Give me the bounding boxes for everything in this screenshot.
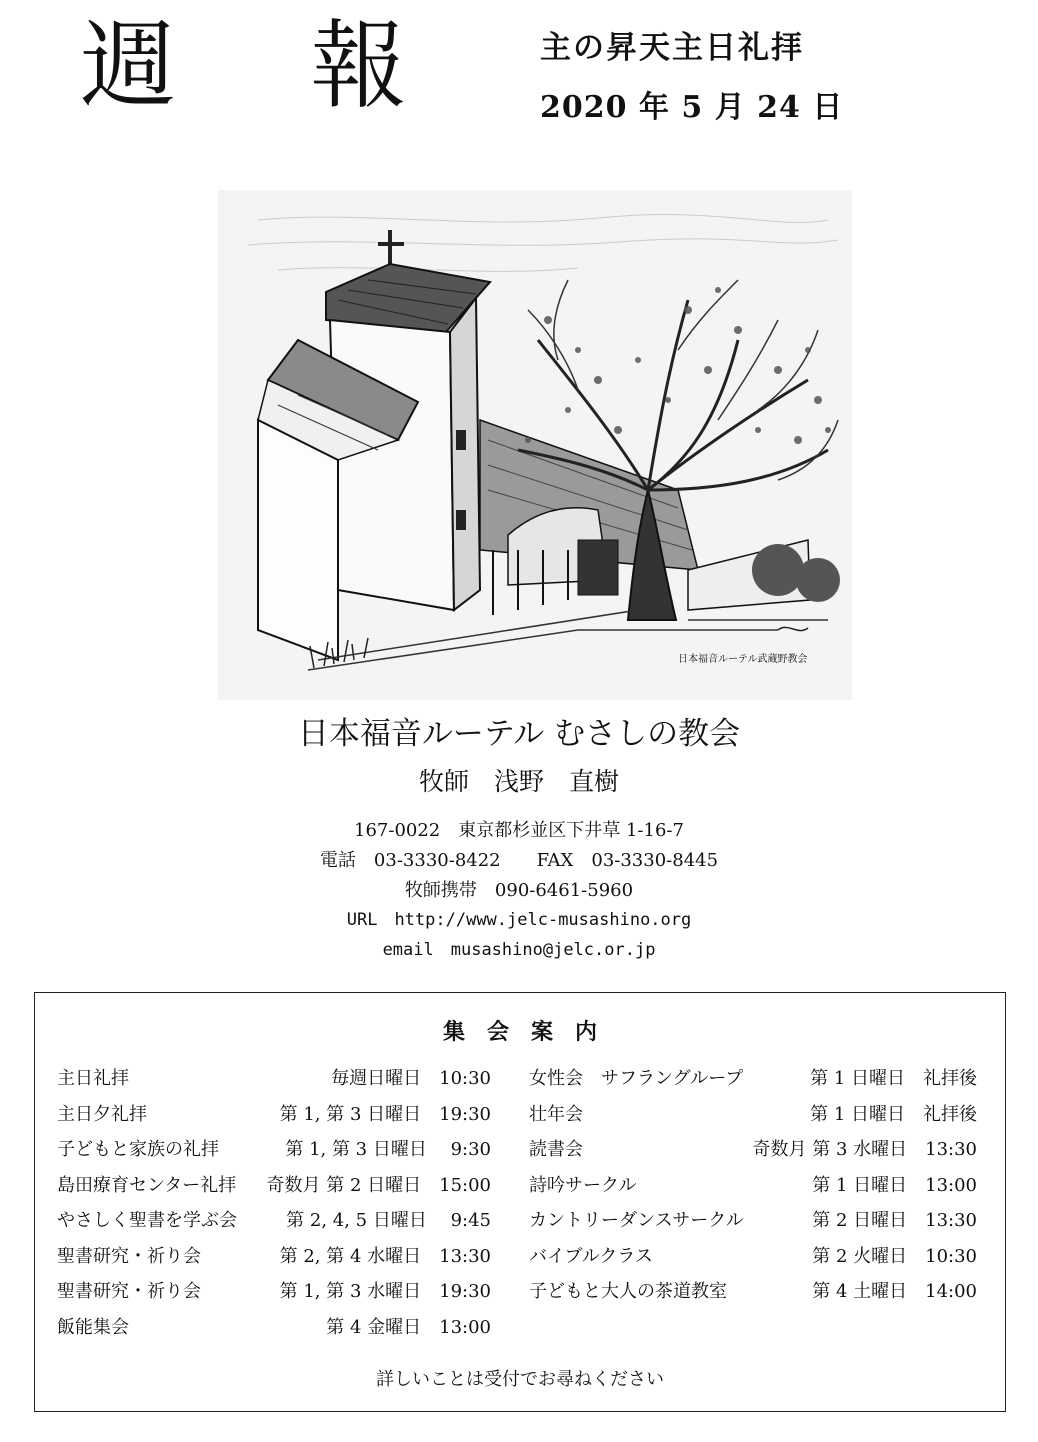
meeting-row xyxy=(529,1065,977,1101)
meeting-name: 詩吟サークル xyxy=(529,1174,637,1196)
meeting-schedule: 第 2 火曜日 10:30 xyxy=(812,1245,977,1267)
service-date: 2020 年 5 月 24 日 xyxy=(540,90,844,125)
meetings-left-column xyxy=(57,1065,491,1349)
bulletin-title: 週 報 xyxy=(80,10,459,122)
meeting-schedule: 第 1 日曜日 13:00 xyxy=(812,1174,977,1196)
meeting-row xyxy=(529,1136,977,1172)
meeting-schedule: 第 2 日曜日 13:30 xyxy=(812,1210,977,1231)
meeting-name: 聖書研究・祈り会 xyxy=(57,1245,201,1267)
church-address: 167-0022 東京都杉並区下井草 1-16-7 xyxy=(354,820,684,841)
meeting-schedule: 第 1, 第 3 日曜日 9:30 xyxy=(285,1139,491,1160)
meeting-row xyxy=(57,1278,491,1314)
meeting-row xyxy=(529,1172,977,1208)
illustration-caption: 日本福音ルーテル武蔵野教会 xyxy=(678,654,808,665)
meeting-schedule: 第 4 土曜日 14:00 xyxy=(812,1281,977,1302)
meeting-row xyxy=(57,1314,491,1350)
meeting-name: やさしく聖書を学ぶ会 xyxy=(57,1210,237,1231)
service-name: 主の昇天主日礼拝 xyxy=(540,30,804,66)
meeting-row xyxy=(529,1243,977,1279)
meeting-schedule: 第 1, 第 3 日曜日 19:30 xyxy=(279,1103,491,1125)
church-name: 日本福音ルーテル むさしの教会 xyxy=(297,716,741,752)
church-email: email musashino@jelc.or.jp xyxy=(382,940,656,960)
meetings-guide xyxy=(34,992,1006,1412)
meeting-schedule: 第 1 日曜日 礼拝後 xyxy=(810,1068,977,1089)
meeting-row xyxy=(529,1101,977,1137)
meeting-schedule: 第 4 金曜日 13:00 xyxy=(326,1316,491,1338)
church-sketch-illustration xyxy=(218,190,852,700)
meeting-row xyxy=(57,1207,491,1243)
meeting-row xyxy=(57,1101,491,1137)
meeting-row xyxy=(57,1136,491,1172)
meeting-row xyxy=(529,1207,977,1243)
meeting-name: 飯能集会 xyxy=(57,1316,129,1338)
meeting-schedule: 第 1 日曜日 礼拝後 xyxy=(810,1103,977,1125)
pastor-name: 牧師 浅野 直樹 xyxy=(418,767,619,796)
meeting-name: 島田療育センター礼拝 xyxy=(57,1174,237,1196)
meeting-name: 子どもと家族の礼拝 xyxy=(57,1139,219,1160)
meeting-name: 主日礼拝 xyxy=(57,1068,129,1089)
meeting-row xyxy=(57,1172,491,1208)
meeting-schedule: 第 2, 第 4 水曜日 13:30 xyxy=(279,1245,491,1267)
meeting-name: 子どもと大人の茶道教室 xyxy=(529,1281,727,1302)
meetings-right-column xyxy=(529,1065,977,1314)
meeting-name: 聖書研究・祈り会 xyxy=(57,1281,201,1302)
meeting-schedule: 毎週日曜日 10:30 xyxy=(331,1068,491,1089)
meetings-title: 集会案内 xyxy=(442,1019,619,1045)
meeting-name: カントリーダンスサークル xyxy=(529,1210,744,1231)
meeting-row xyxy=(529,1278,977,1314)
meeting-schedule: 第 2, 4, 5 日曜日 9:45 xyxy=(286,1210,491,1231)
meeting-row xyxy=(57,1243,491,1279)
pastor-mobile: 牧師携帯 090-6461-5960 xyxy=(404,880,634,901)
meeting-row xyxy=(57,1065,491,1101)
meetings-note: 詳しいことは受付でお尋ねください xyxy=(376,1369,664,1390)
meeting-name: 女性会 サフラングループ xyxy=(529,1068,744,1089)
meeting-name: 壮年会 xyxy=(529,1103,583,1125)
meeting-schedule: 第 1, 第 3 水曜日 19:30 xyxy=(279,1281,491,1302)
meeting-name: 主日夕礼拝 xyxy=(57,1103,147,1125)
church-url: URL http://www.jelc-musashino.org xyxy=(346,910,692,930)
meeting-name: 読書会 xyxy=(529,1139,583,1160)
meeting-schedule: 奇数月 第 2 日曜日 15:00 xyxy=(266,1174,491,1196)
meeting-schedule: 奇数月 第 3 水曜日 13:30 xyxy=(752,1139,977,1160)
church-phone-fax: 電話 03-3330-8422 FAX 03-3330-8445 xyxy=(319,850,719,871)
meeting-name: バイブルクラス xyxy=(529,1245,653,1267)
